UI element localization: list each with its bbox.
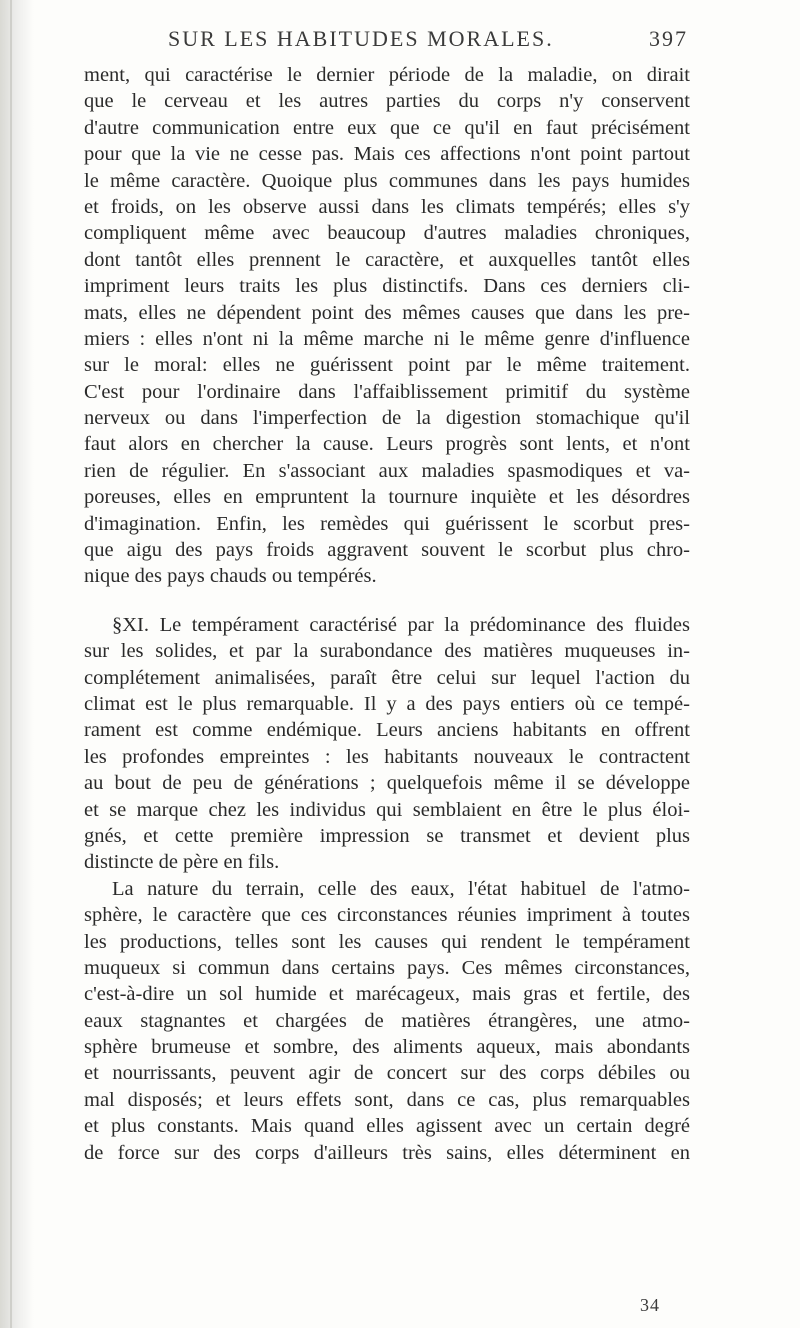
binding-gutter xyxy=(10,0,12,1328)
text-line: La nature du terrain, celle des eaux, l'état habituel de l'atmo- xyxy=(112,877,690,900)
text-line: sur le moral: elles ne guérissent point par le même traitement. xyxy=(84,354,690,377)
text-line: eaux stagnantes et chargées de matières étrangères, une atmo- xyxy=(84,1009,690,1032)
text-line: climat est le plus remarquable. Il y a des pays entiers où ce tempé- xyxy=(84,692,690,715)
text-line: mats, elles ne dépendent point des mêmes causes que dans les pre- xyxy=(84,301,690,324)
page-edge-shadow xyxy=(0,0,34,1328)
text-line: de force sur des corps d'ailleurs très sains, elles déterminent en xyxy=(84,1141,690,1164)
text-line: dont tantôt elles prennent le caractère, et auxquelles tantôt elles xyxy=(84,248,690,271)
text-line: faut alors en chercher la cause. Leurs progrès sont lents, et n'ont xyxy=(84,433,690,456)
text-line: sur les solides, et par la surabondance des matières muqueuses in- xyxy=(84,640,690,663)
text-line: et nourrissants, peuvent agir de concert sur des corps débiles ou xyxy=(84,1062,690,1085)
text-line: impriment leurs traits les plus distinctifs. Dans ces derniers cli- xyxy=(84,275,690,298)
text-line: distincte de père en fils. xyxy=(84,851,280,874)
text-line: rien de régulier. En s'associant aux maladies spasmodiques et va- xyxy=(84,459,690,482)
text-line: §XI. Le tempérament caractérisé par la prédominance des fluides xyxy=(112,613,690,636)
text-line: les profondes empreintes : les habitants nouveaux le contractent xyxy=(84,745,690,768)
text-line: d'imagination. Enfin, les remèdes qui guérissent le scorbut pres- xyxy=(84,512,690,535)
text-line: au bout de peu de générations ; quelquefois même il se développe xyxy=(84,772,690,795)
text-line: rament est comme endémique. Leurs anciens habitants en offrent xyxy=(84,719,690,742)
text-line: ment, qui caractérise le dernier période de la maladie, on dirait xyxy=(84,64,690,86)
text-line: sphère, le caractère que ces circonstances réunies impriment à toutes xyxy=(84,904,690,927)
text-line: c'est-à-dire un sol humide et marécageux, mais gras et fertile, des xyxy=(84,983,690,1006)
text-line: poreuses, elles en empruntent la tournure inquiète et les désordres xyxy=(84,486,690,509)
text-line: sphère brumeuse et sombre, des aliments aqueux, mais abondants xyxy=(84,1036,690,1059)
text-line: mal disposés; et leurs effets sont, dans ce cas, plus remarquables xyxy=(84,1088,690,1111)
text-line: que le cerveau et les autres parties du corps n'y conservent xyxy=(84,90,690,113)
text-line: compliquent même avec beaucoup d'autres maladies chroniques, xyxy=(84,222,690,245)
text-line: nerveux ou dans l'imperfection de la digestion stomachique qu'il xyxy=(84,407,690,430)
text-line: complétement animalisées, paraît être celui sur lequel l'action du xyxy=(84,666,690,689)
text-line: muqueux si commun dans certains pays. Ces mêmes circonstances, xyxy=(84,956,690,979)
page-number: 397 xyxy=(649,26,688,51)
text-line: C'est pour l'ordinaire dans l'affaiblissement primitif du système xyxy=(84,380,690,403)
text-line: pour que la vie ne cesse pas. Mais ces affections n'ont point partout xyxy=(84,143,690,166)
text-line: et froids, on les observe aussi dans les climats tempérés; elles s'y xyxy=(84,195,690,218)
body-text xyxy=(84,62,690,1166)
text-line: nique des pays chauds ou tempérés. xyxy=(84,565,377,588)
signature-mark: 34 xyxy=(640,1295,660,1315)
text-line: et se marque chez les individus qui semblaient en être le plus éloi- xyxy=(84,798,690,821)
text-line: d'autre communication entre eux que ce qu'il en faut précisément xyxy=(84,116,690,139)
page-header xyxy=(168,26,688,56)
text-line: gnés, et cette première impression se transmet et devient plus xyxy=(84,824,690,847)
text-line: que aigu des pays froids aggravent souvent le scorbut plus chro- xyxy=(84,539,690,562)
paragraph-gap xyxy=(84,590,690,612)
running-title: SUR LES HABITUDES MORALES. xyxy=(168,26,554,51)
text-line: le même caractère. Quoique plus communes dans les pays humides xyxy=(84,169,690,192)
text-line: miers : elles n'ont ni la même marche ni le même genre d'influence xyxy=(84,327,690,350)
text-line: les productions, telles sont les causes qui rendent le tempérament xyxy=(84,930,690,953)
text-line: et plus constants. Mais quand elles agissent avec un certain degré xyxy=(84,1115,690,1138)
